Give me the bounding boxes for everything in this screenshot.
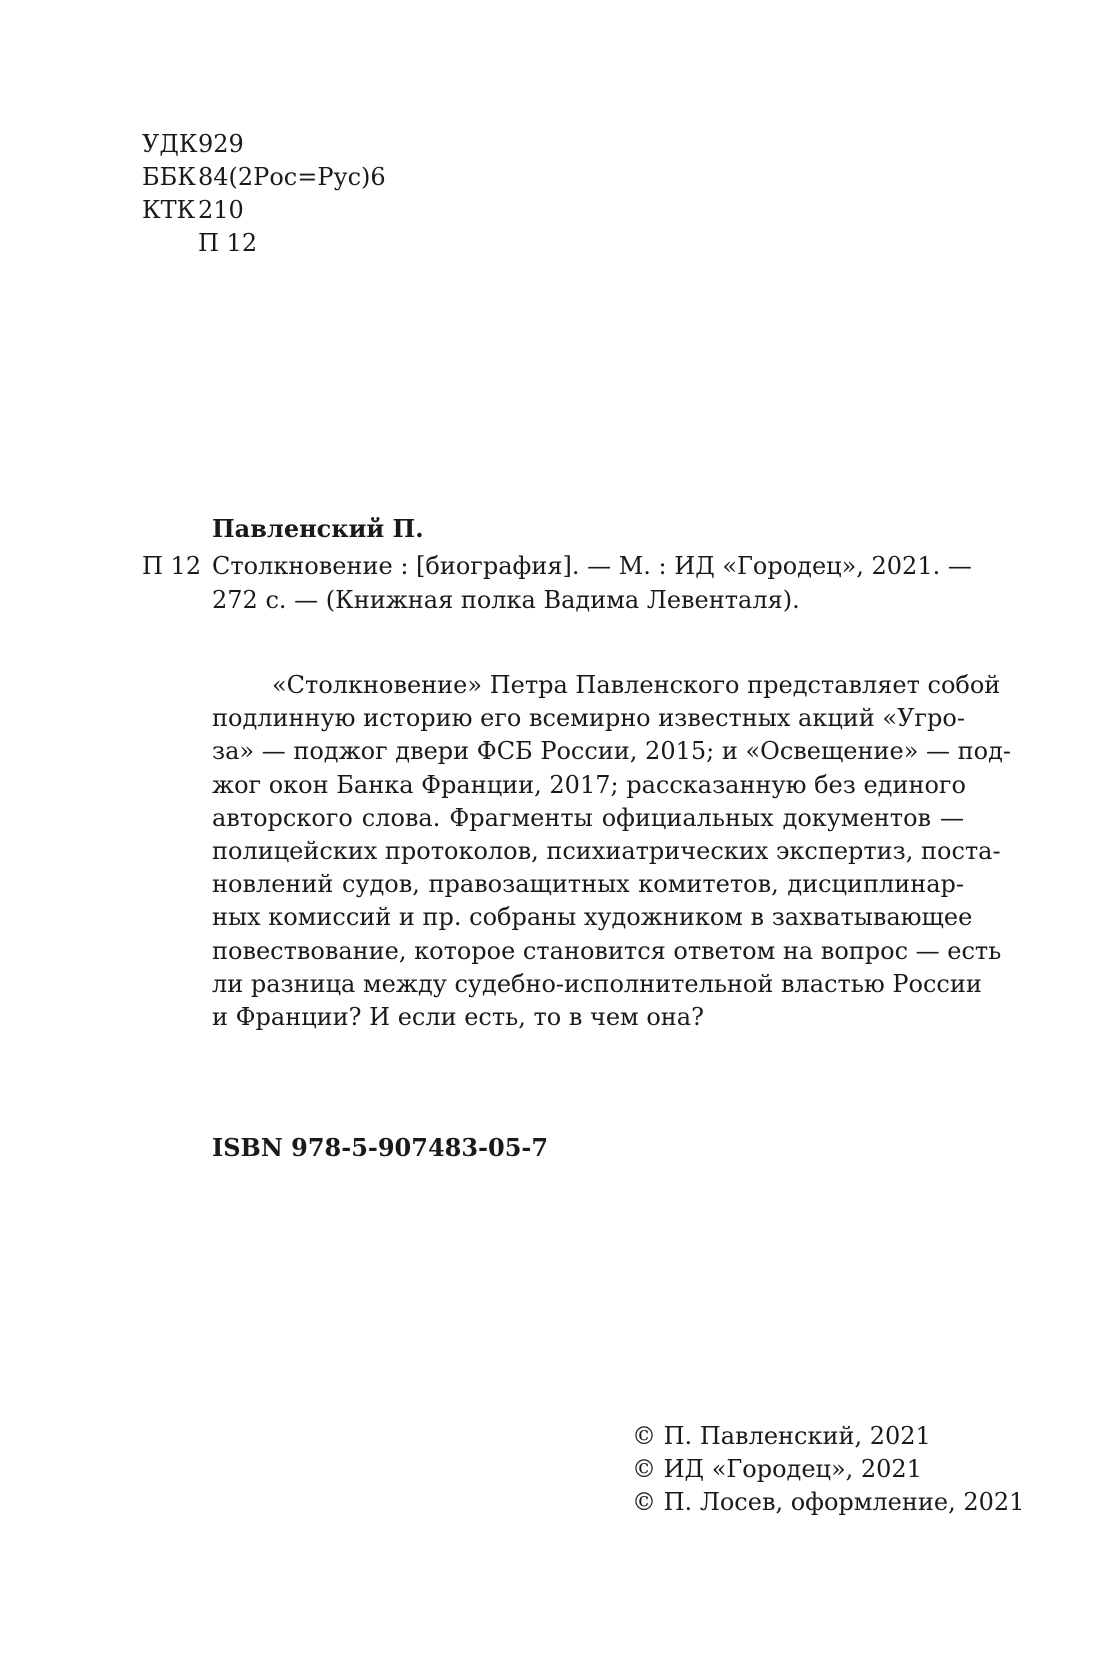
- bbk-label: ББК: [142, 163, 196, 191]
- annotation-line: и Франции? И если есть, то в чем она?: [212, 1003, 704, 1032]
- annotation-line: авторского слова. Фрагменты официальных документов —: [212, 803, 964, 832]
- entry-line: 272 с. — (Книжная полка Вадима Левенталя).: [212, 586, 800, 614]
- annotation-line: ли разница между судебно-исполнительной властью России: [212, 969, 982, 998]
- bbk-row: [142, 161, 386, 194]
- annotation-line: повествование, которое становится ответом на вопрос — есть: [212, 936, 1002, 965]
- udc-value: 929: [198, 130, 244, 158]
- author-name: Павленский П.: [212, 514, 424, 543]
- copyright-line: © П. Павленский, 2021: [632, 1422, 931, 1450]
- ktk-value: 210: [198, 196, 244, 224]
- annotation-line: новлений судов, правозащитных комитетов, дисциплинар-: [212, 870, 964, 899]
- copyright-block: [632, 1420, 1024, 1519]
- isbn: ISBN 978-5-907483-05-7: [212, 1133, 549, 1162]
- annotation-line: за» — поджог двери ФСБ России, 2015; и «Освещение» — под-: [212, 737, 1011, 766]
- annotation-line: ных комиссий и пр. собраны художником в захватывающее: [212, 903, 973, 932]
- udc-label: УДК: [142, 130, 198, 158]
- bbk-value: 84(2Рос=Рус)6: [198, 163, 386, 191]
- udc-row: [142, 128, 386, 161]
- author-mark: П 12: [198, 229, 258, 257]
- ktk-label: КТК: [142, 196, 196, 224]
- ktk-row: [142, 194, 386, 227]
- entry-author-mark: П 12: [142, 552, 202, 580]
- entry-line: Столкновение : [биография]. — М. : ИД «Городец», 2021. —: [212, 552, 972, 580]
- copyright-line: © ИД «Городец», 2021: [632, 1455, 922, 1483]
- annotation-line: полицейских протоколов, психиатрических экспертиз, поста-: [212, 837, 1001, 866]
- annotation-line: «Столкновение» Петра Павленского представляет собой: [272, 671, 1001, 699]
- annotation-line: жог окон Банка Франции, 2017; рассказанную без единого: [212, 770, 966, 799]
- copyright-line: © П. Лосев, оформление, 2021: [632, 1488, 1025, 1516]
- classification-block: [142, 128, 386, 260]
- annotation: [212, 669, 1011, 1034]
- annotation-line: подлинную историю его всемирно известных акций «Угро-: [212, 704, 965, 733]
